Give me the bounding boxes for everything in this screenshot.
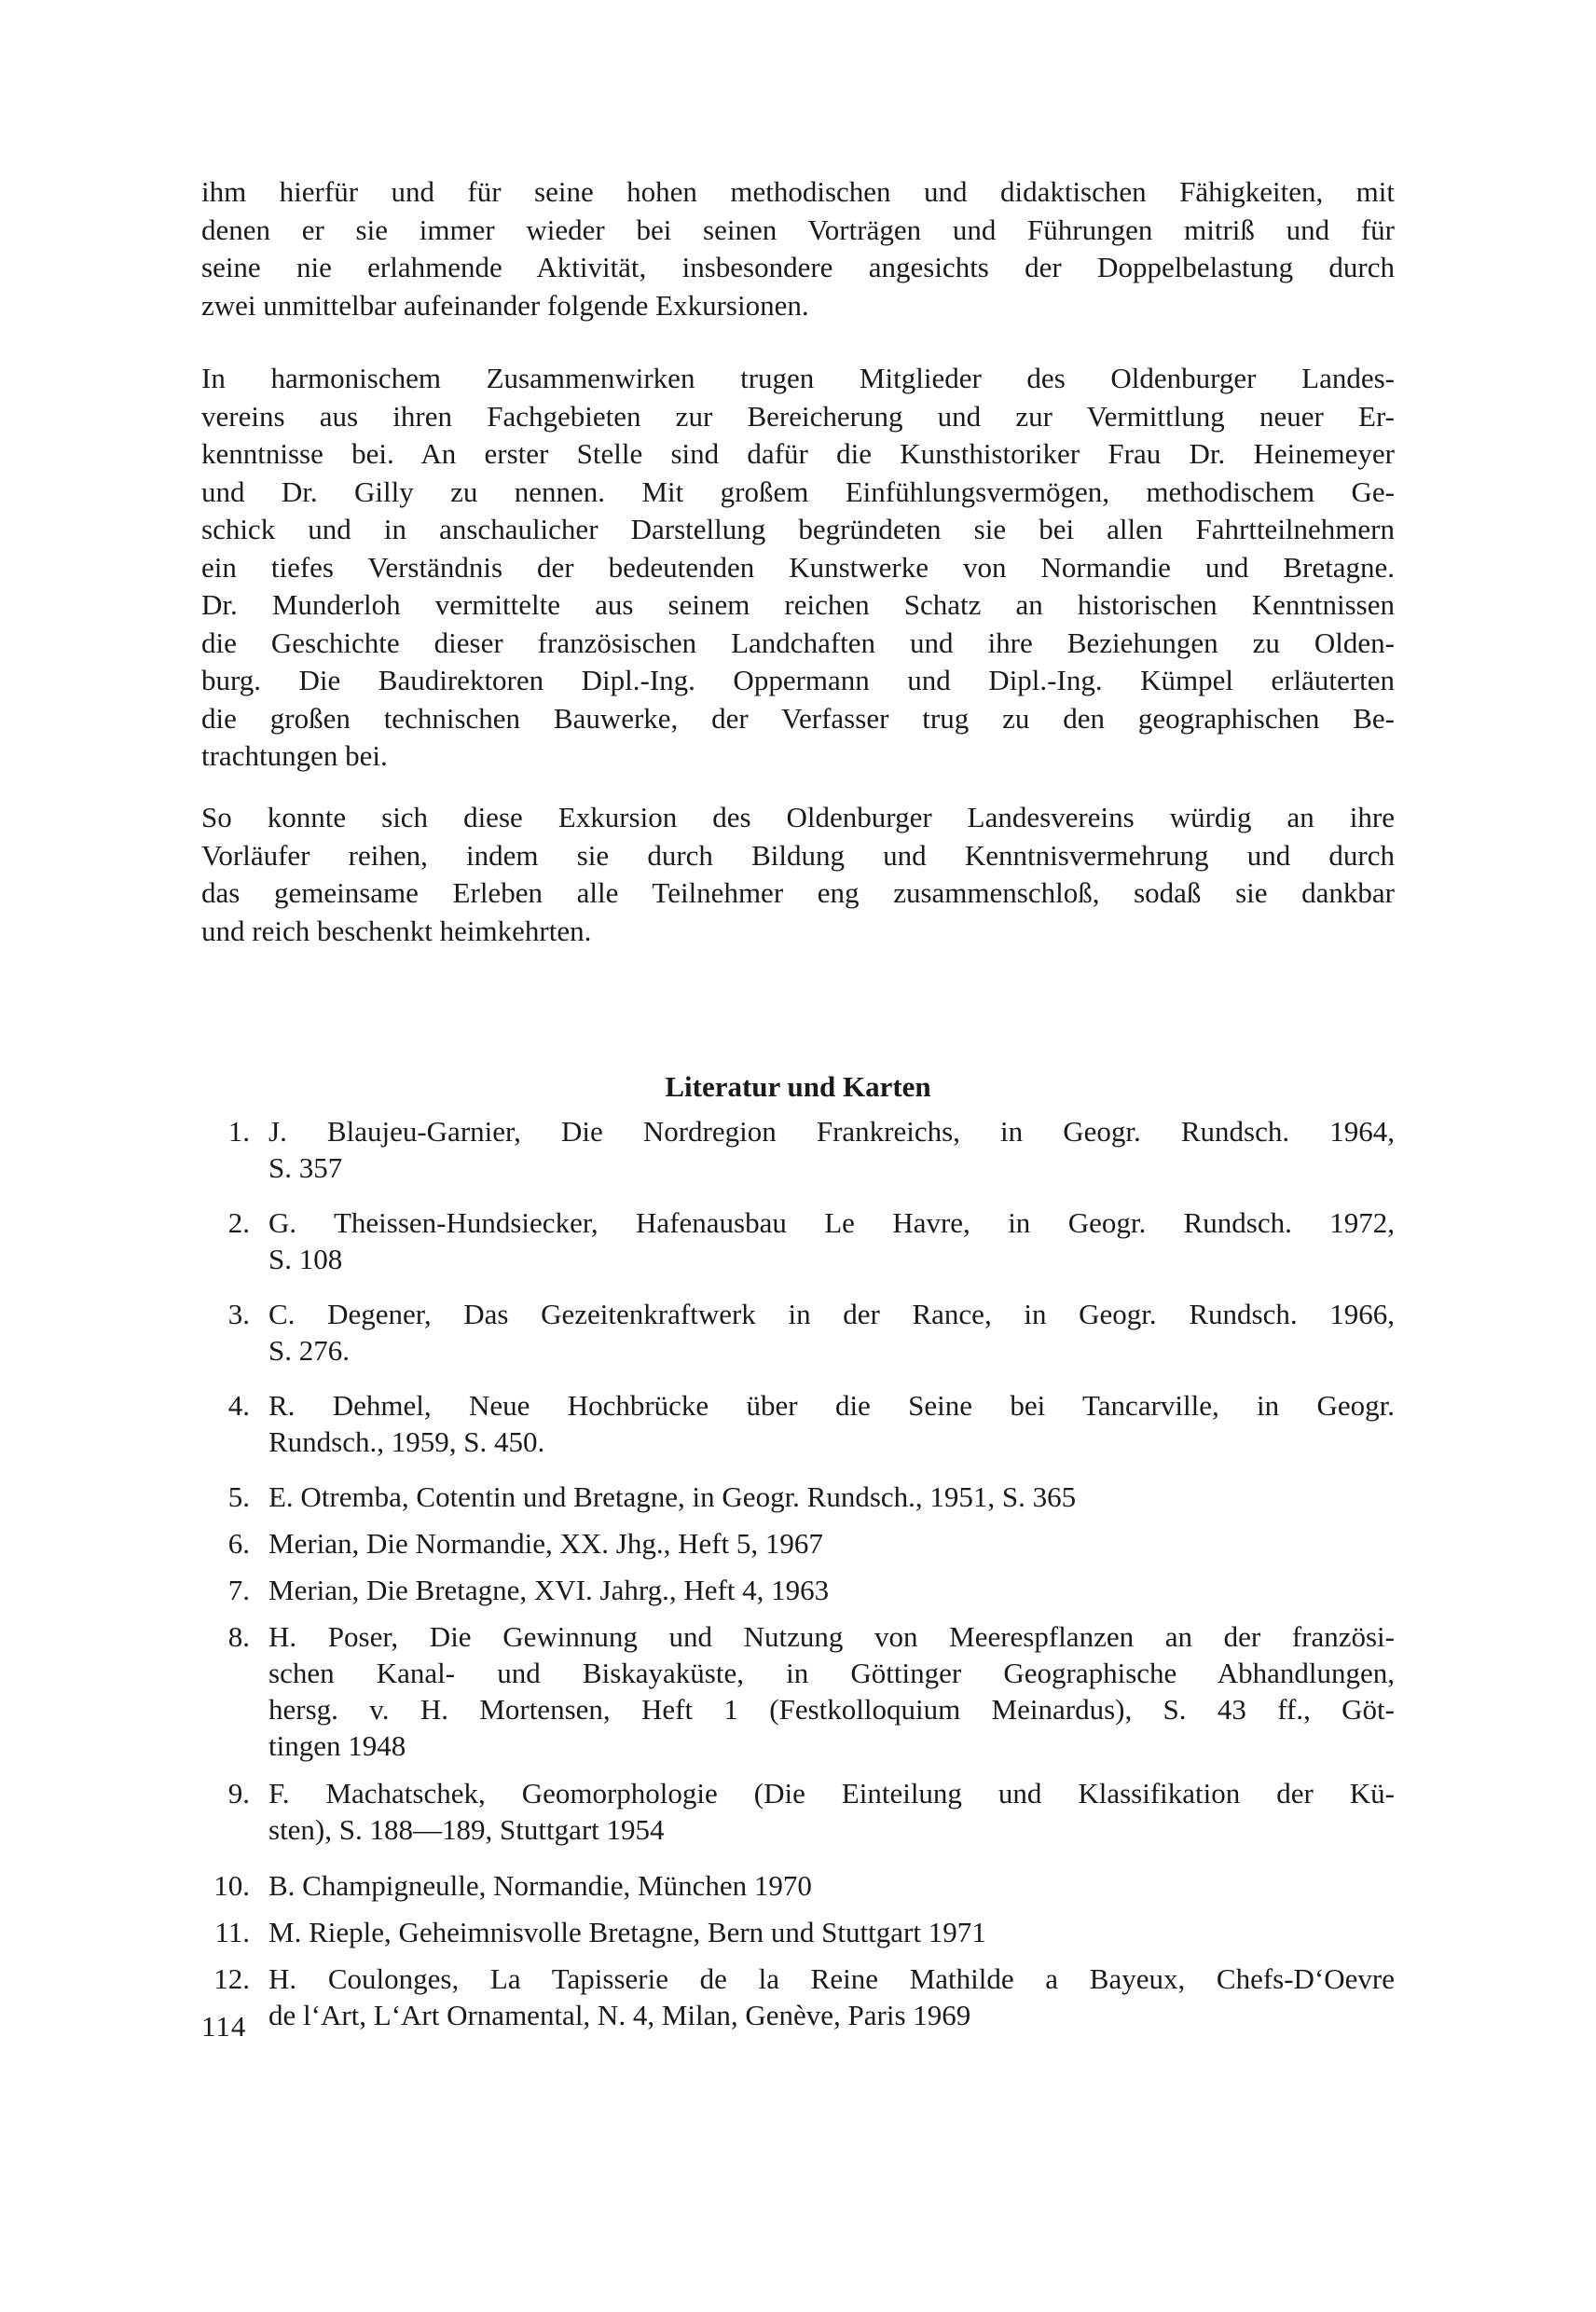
paragraph-line: ihm hierfür und für seine hohen methodischen und didaktischen Fähigkeiten, mit	[201, 175, 1395, 208]
paragraph-line: kenntnisse bei. An erster Stelle sind dafür die Kunsthistoriker Frau Dr. Heinemeyer	[201, 437, 1395, 470]
reference-line: schen Kanal- und Biskayaküste, in Göttinger Geographische Abhandlungen,	[268, 1657, 1395, 1689]
reference-line: M. Rieple, Geheimnisvolle Bretagne, Bern und Stuttgart 1971	[268, 1916, 986, 1948]
reference-line: R. Dehmel, Neue Hochbrücke über die Seine bei Tancarville, in Geogr.	[268, 1389, 1395, 1422]
reference-line: B. Champigneulle, Normandie, München 1970	[268, 1869, 812, 1902]
paragraph-line: trachtungen bei.	[201, 739, 388, 772]
reference-number: 3.	[227, 1298, 250, 1330]
paragraph-line: die Geschichte dieser französischen Landchaften und ihre Beziehungen zu Olden-	[201, 626, 1395, 659]
reference-number: 4.	[227, 1389, 250, 1422]
reference-text	[268, 1914, 1395, 1950]
reference-number: 10.	[213, 1869, 250, 1902]
reference-line: H. Poser, Die Gewinnung und Nutzung von Meerespflanzen an der französi-	[268, 1620, 1395, 1653]
reference-number: 11.	[214, 1916, 250, 1948]
paragraph-line: ein tiefes Verständnis der bedeutenden Kunstwerke von Normandie und Bretagne.	[201, 550, 1395, 584]
paragraph-line: Dr. Munderloh vermittelte aus seinem reichen Schatz an historischen Kenntnissen	[201, 588, 1395, 621]
reference-line: Merian, Die Bretagne, XVI. Jahrg., Heft 4, 1963	[268, 1574, 830, 1606]
paragraph-line: denen er sie immer wieder bei seinen Vorträgen und Führungen mitriß und für	[201, 213, 1395, 246]
reference-text	[268, 1618, 1395, 1764]
reference-line: C. Degener, Das Gezeitenkraftwerk in der Rance, in Geogr. Rundsch. 1966,	[268, 1298, 1395, 1330]
paragraph-line: das gemeinsame Erleben alle Teilnehmer eng zusammenschloß, sodaß sie dankbar	[201, 876, 1395, 909]
reference-text	[268, 1572, 1395, 1608]
reference-line: Rundsch., 1959, S. 450.	[268, 1425, 545, 1458]
reference-number: 5.	[227, 1480, 250, 1513]
paragraph-line: In harmonischem Zusammenwirken trugen Mitglieder des Oldenburger Landes-	[201, 362, 1395, 394]
reference-line: E. Otremba, Cotentin und Bretagne, in Geogr. Rundsch., 1951, S. 365	[268, 1480, 1077, 1513]
reference-line: S. 108	[268, 1243, 343, 1275]
reference-number: 6.	[227, 1527, 250, 1560]
reference-number: 2.	[227, 1206, 250, 1239]
reference-text	[268, 1961, 1395, 2033]
paragraph-line: Vorläufer reihen, indem sie durch Bildung und Kenntnisvermehrung und durch	[201, 838, 1395, 872]
paragraph-line: zwei unmittelbar aufeinander folgende Exkursionen.	[201, 288, 809, 322]
reference-line: G. Theissen-Hundsiecker, Hafenausbau Le Havre, in Geogr. Rundsch. 1972,	[268, 1206, 1395, 1239]
reference-line: J. Blaujeu-Garnier, Die Nordregion Frankreichs, in Geogr. Rundsch. 1964,	[268, 1115, 1395, 1148]
paragraph-line: vereins aus ihren Fachgebieten zur Bereicherung und zur Vermittlung neuer Er-	[201, 399, 1395, 433]
reference-line: hersg. v. H. Mortensen, Heft 1 (Festkolloquium Meinardus), S. 43 ff., Göt-	[268, 1693, 1395, 1726]
reference-line: de l‘Art, L‘Art Ornamental, N. 4, Milan, Genève, Paris 1969	[268, 1999, 971, 2031]
paragraph-line: die großen technischen Bauwerke, der Verfasser trug zu den geographischen Be-	[201, 701, 1395, 735]
reference-number: 7.	[227, 1574, 250, 1606]
reference-line: S. 276.	[268, 1334, 350, 1367]
reference-text	[268, 1775, 1395, 1848]
reference-text	[268, 1525, 1395, 1562]
reference-text	[268, 1113, 1395, 1186]
reference-text	[268, 1387, 1395, 1460]
paragraph-line: So konnte sich diese Exkursion des Oldenburger Landesvereins würdig an ihre	[201, 801, 1395, 833]
reference-number: 9.	[227, 1777, 250, 1810]
paragraph-line: schick und in anschaulicher Darstellung begründeten sie bei allen Fahrtteilnehmern	[201, 513, 1395, 545]
paragraph-line: und reich beschenkt heimkehrten.	[201, 914, 592, 947]
page-number: 114	[201, 2010, 247, 2043]
paragraph-line: und Dr. Gilly zu nennen. Mit großem Einfühlungsvermögen, methodischem Ge-	[201, 475, 1395, 508]
paragraph-line: burg. Die Baudirektoren Dipl.-Ing. Oppermann und Dipl.-Ing. Kümpel erläuterten	[201, 664, 1395, 696]
reference-line: S. 357	[268, 1151, 343, 1184]
paragraph-1	[201, 173, 1395, 324]
reference-text	[268, 1204, 1395, 1277]
reference-line: Merian, Die Normandie, XX. Jhg., Heft 5, 1967	[268, 1527, 823, 1560]
reference-text	[268, 1867, 1395, 1904]
reference-text	[268, 1479, 1395, 1515]
reference-number: 12.	[213, 1962, 250, 1995]
reference-line: F. Machatschek, Geomorphologie (Die Einteilung und Klassifikation der Kü-	[268, 1777, 1395, 1810]
reference-line: sten), S. 188—189, Stuttgart 1954	[268, 1813, 665, 1846]
reference-line: tingen 1948	[268, 1729, 406, 1762]
paragraph-line: seine nie erlahmende Aktivität, insbesondere angesichts der Doppelbelastung durch	[201, 251, 1395, 283]
paragraph-2	[201, 360, 1395, 776]
reference-number: 8.	[227, 1620, 250, 1653]
reference-text	[268, 1296, 1395, 1369]
paragraph-3	[201, 799, 1395, 950]
reference-line: H. Coulonges, La Tapisserie de la Reine Mathilde a Bayeux, Chefs-D‘Oevre	[268, 1962, 1395, 1995]
reference-number: 1.	[227, 1115, 250, 1148]
literature-heading: Literatur und Karten	[665, 1070, 931, 1103]
